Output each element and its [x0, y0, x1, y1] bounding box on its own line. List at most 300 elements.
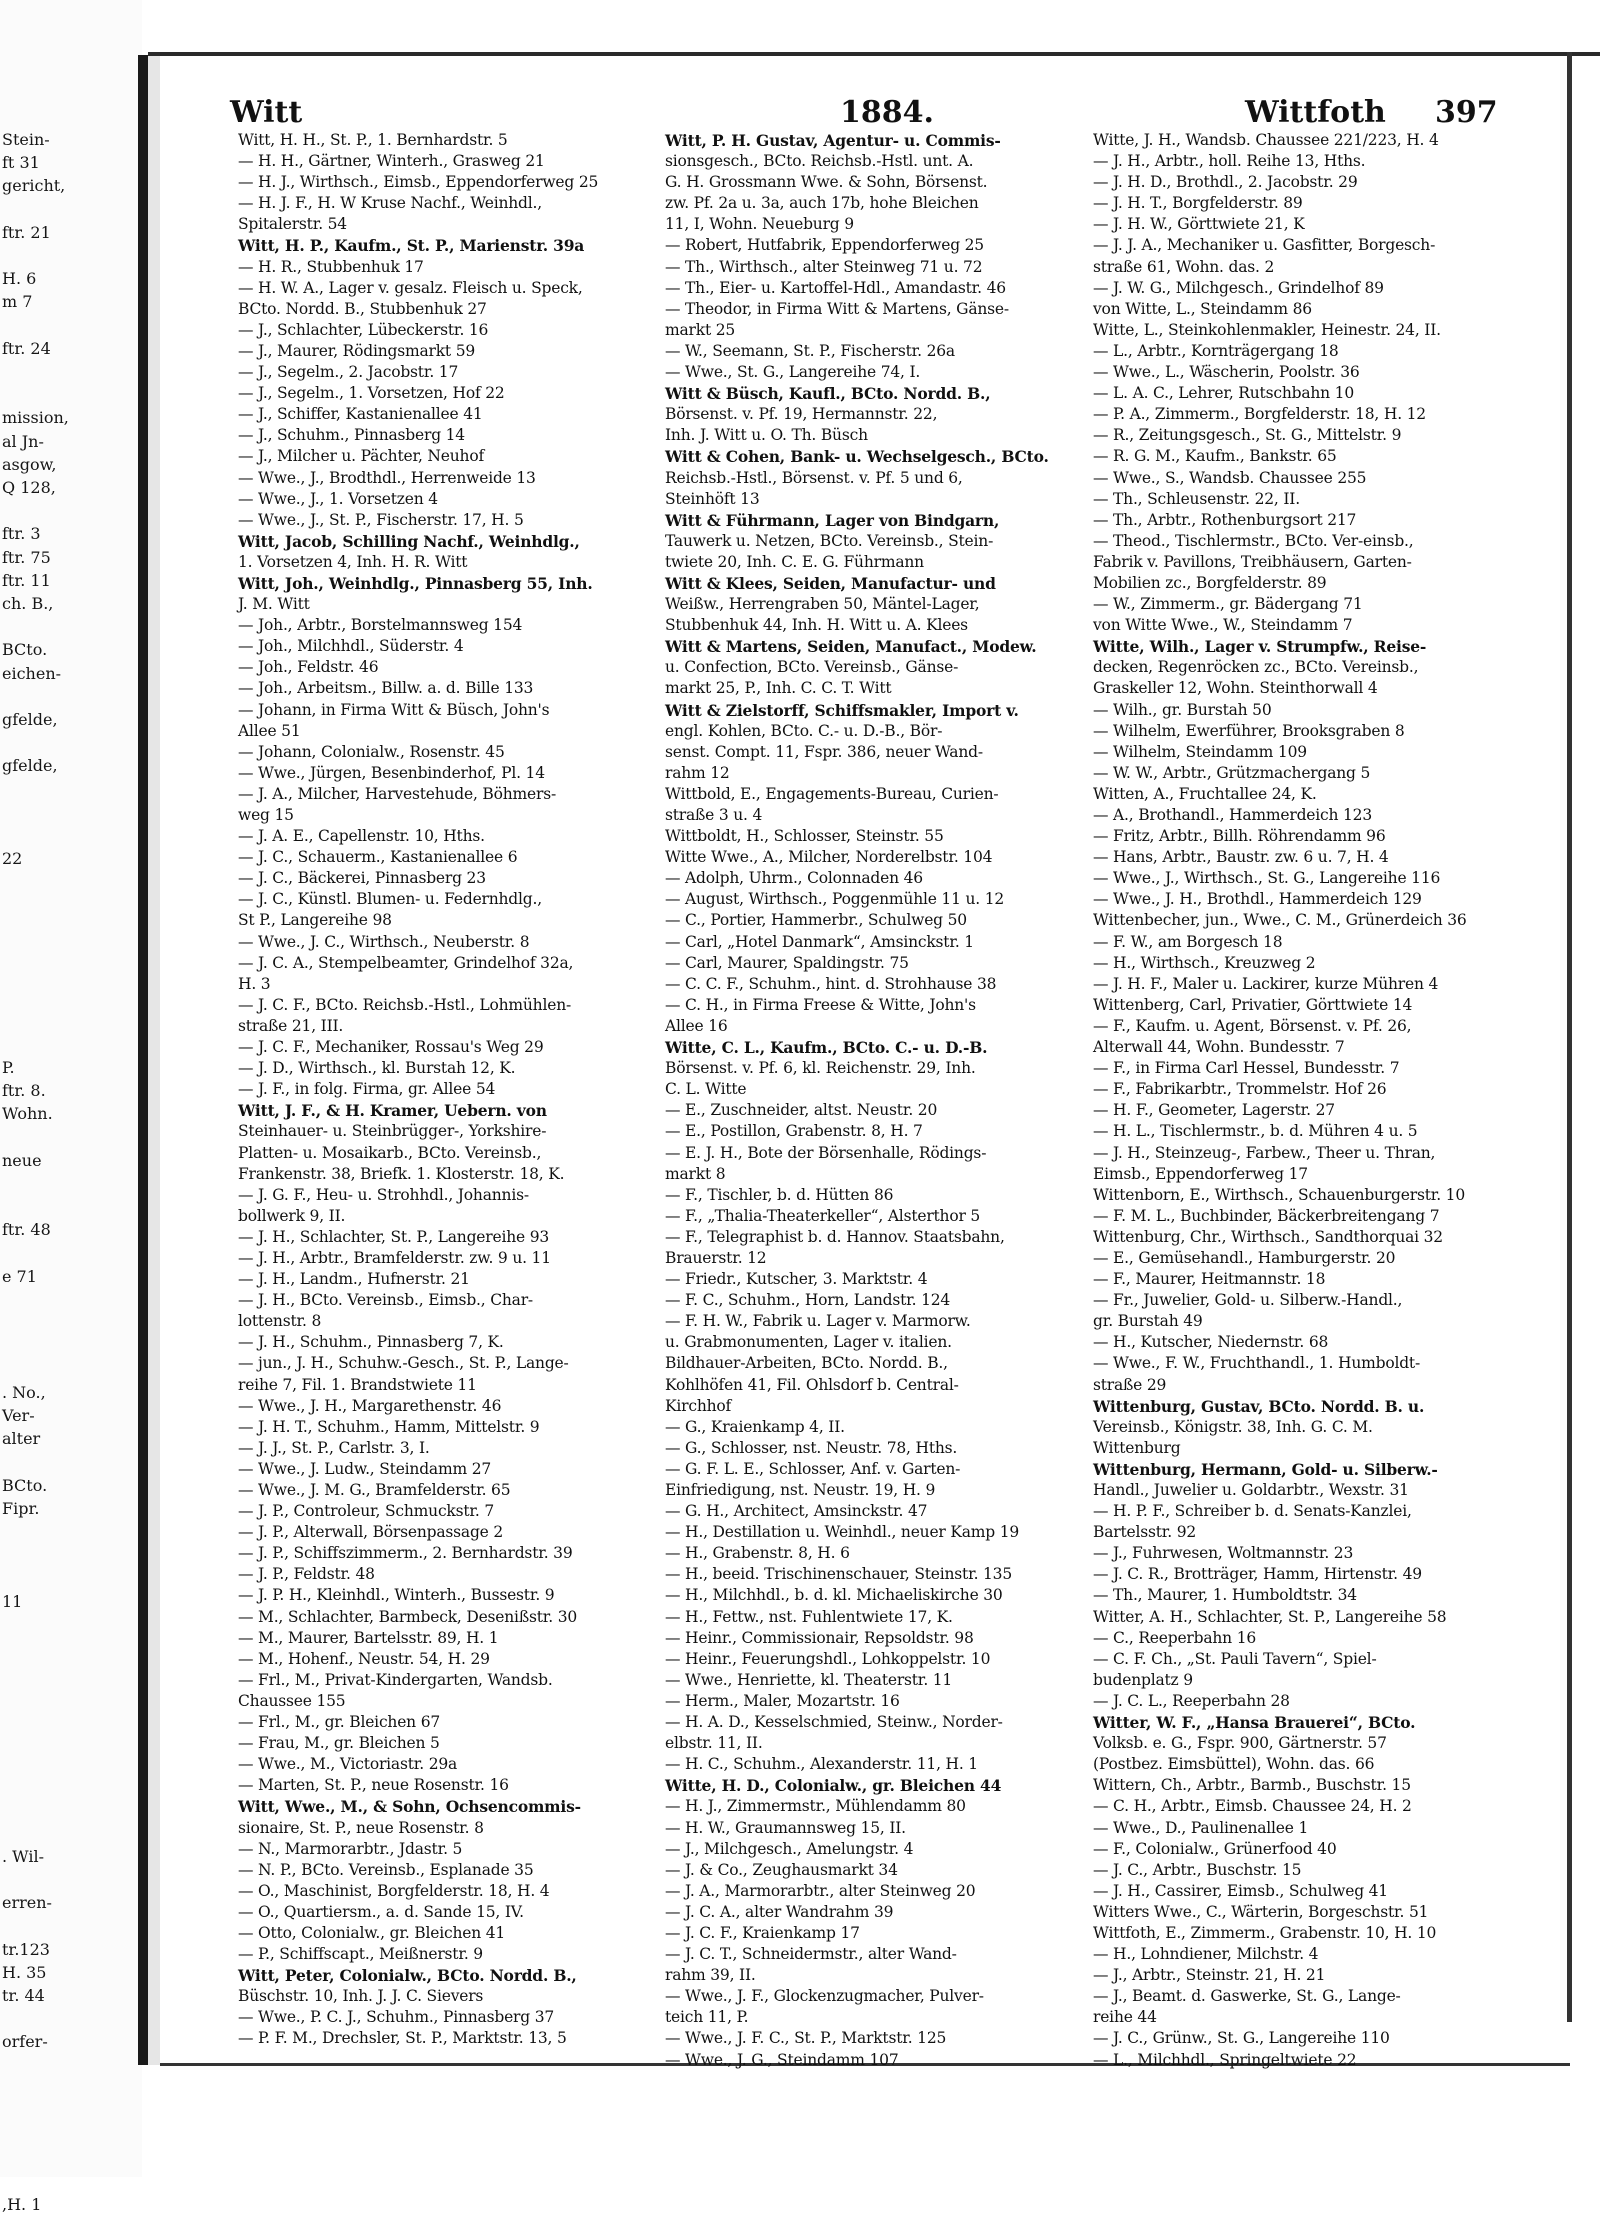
directory-entry: — H., Wirthsch., Kreuzweg 2 [1093, 953, 1316, 972]
directory-entry: markt 25, P., Inh. C. C. T. Witt [665, 679, 892, 698]
directory-entry: — F. C., Schuhm., Horn, Landstr. 124 [665, 1291, 951, 1310]
directory-entry: — jun., J. H., Schuhw.-Gesch., St. P., Lange- [238, 1354, 569, 1373]
directory-entry: Wittenborn, E., Wirthsch., Schauenburgerstr. 10 [1093, 1185, 1466, 1204]
directory-entry: Alterwall 44, Wohn. Bundesstr. 7 [1093, 1038, 1345, 1057]
directory-entry: teich 11, P. [665, 2008, 749, 2027]
directory-entry: von Witte Wwe., W., Steindamm 7 [1093, 616, 1353, 635]
directory-entry: Wittenburg, Gustav, BCto. Nordd. B. u. [1093, 1396, 1425, 1416]
directory-entry: — Wwe., J. F. C., St. P., Marktstr. 125 [665, 2029, 947, 2048]
directory-entry: Wittenberg, Carl, Privatier, Görttwiete 14 [1093, 995, 1413, 1014]
directory-entry: — W. W., Arbtr., Grützmachergang 5 [1093, 763, 1371, 782]
directory-entry: Frankenstr. 38, Briefk. 1. Klosterstr. 18, K. [238, 1164, 565, 1183]
directory-entry: H. 3 [238, 974, 271, 993]
directory-entry: — F. W., am Borgesch 18 [1093, 932, 1283, 951]
directory-column-1 [238, 130, 652, 2050]
directory-entry: — Frau, M., gr. Bleichen 5 [238, 1734, 440, 1753]
directory-entry: — Joh., Milchhdl., Süderstr. 4 [238, 637, 464, 656]
directory-entry: elbstr. 11, II. [665, 1734, 763, 1753]
directory-entry: engl. Kohlen, BCto. C.- u. D.-B., Bör- [665, 721, 943, 740]
previous-page-fragment: ftr. 8. [2, 1081, 46, 1101]
directory-entry: — Robert, Hutfabrik, Eppendorferweg 25 [665, 236, 984, 255]
previous-page-fragment: Ver- [2, 1406, 35, 1425]
directory-entry: zw. Pf. 2a u. 3a, auch 17b, hohe Bleichen [665, 194, 979, 213]
page-gutter [148, 55, 160, 2065]
directory-entry: — Marten, St. P., neue Rosenstr. 16 [238, 1776, 509, 1795]
directory-entry: Platten- u. Mosaikarb., BCto. Vereinsb., [238, 1143, 542, 1162]
directory-entry: straße 61, Wohn. das. 2 [1093, 257, 1275, 276]
previous-page-fragment: P. [2, 1058, 15, 1077]
directory-entry: Witte, H. D., Colonialw., gr. Bleichen 44 [665, 1776, 1002, 1796]
directory-entry: Mobilien zc., Borgfelderstr. 89 [1093, 573, 1327, 592]
directory-entry: — R. G. M., Kaufm., Bankstr. 65 [1093, 447, 1337, 466]
previous-page-fragment: H. 6 [2, 269, 37, 289]
directory-entry: — J. D., Wirthsch., kl. Burstah 12, K. [238, 1059, 516, 1078]
directory-entry: C. L. Witte [665, 1080, 747, 1099]
directory-entry: Fabrik v. Pavillons, Treibhäusern, Garten- [1093, 552, 1412, 571]
previous-page-fragment: neue [2, 1150, 42, 1170]
directory-entry: J. M. Witt [238, 595, 310, 614]
previous-page-fragment: gfelde, [2, 710, 58, 729]
directory-entry: Witt, Wwe., M., & Sohn, Ochsencommis- [238, 1797, 581, 1817]
directory-entry: — J. P., Feldstr. 48 [238, 1565, 375, 1584]
directory-entry: — J. C., Arbtr., Buschstr. 15 [1093, 1860, 1302, 1879]
directory-entry: — Wwe., J., Brodthdl., Herrenweide 13 [238, 468, 536, 487]
directory-entry: straße 21, III. [238, 1016, 344, 1035]
directory-entry: gr. Burstah 49 [1093, 1312, 1203, 1331]
directory-entry: Witt & Zielstorff, Schiffsmakler, Import v. [665, 700, 1019, 720]
directory-entry: — Wwe., J. M. G., Bramfelderstr. 65 [238, 1481, 511, 1499]
previous-page-fragment: ftr. 11 [2, 570, 51, 590]
previous-page-fragment: 11 [2, 1591, 23, 1611]
directory-entry: Weißw., Herrengraben 50, Mäntel-Lager, [665, 595, 980, 614]
directory-entry: — J. H., Arbtr., holl. Reihe 13, Hths. [1093, 152, 1366, 171]
directory-entry: — W., Zimmerm., gr. Bädergang 71 [1093, 595, 1363, 614]
directory-entry: — J. P. H., Kleinhdl., Winterh., Bussestr. 9 [238, 1586, 555, 1605]
previous-page-fragment: erren- [2, 1893, 52, 1913]
directory-entry: Wittbold, E., Engagements-Bureau, Curien- [665, 784, 999, 803]
directory-entry: — J. F., in folg. Firma, gr. Allee 54 [238, 1080, 496, 1099]
directory-entry: — Wilhelm, Steindamm 109 [1093, 742, 1307, 761]
directory-entry: Brauerstr. 12 [665, 1248, 767, 1267]
directory-entry: — J. W. G., Milchgesch., Grindelhof 89 [1093, 278, 1384, 297]
directory-entry: — J., Milcher u. Pächter, Neuhof [238, 447, 484, 466]
page-header [230, 95, 1560, 135]
previous-page-fragment: ftr. 24 [2, 338, 51, 358]
previous-page-fragment: Wohn. [2, 1104, 53, 1124]
directory-entry: — J., Milchgesch., Amelungstr. 4 [665, 1839, 914, 1858]
directory-entry: — Joh., Feldstr. 46 [238, 658, 379, 677]
directory-entry: — H. J., Zimmermstr., Mühlendamm 80 [665, 1797, 966, 1816]
directory-entry: — Th., Maurer, 1. Humboldtstr. 34 [1093, 1586, 1357, 1605]
previous-page-fragment: al Jn- [2, 431, 44, 451]
directory-entry: bollwerk 9, II. [238, 1206, 346, 1225]
directory-entry: — Johann, Colonialw., Rosenstr. 45 [238, 742, 505, 761]
directory-entry: — Wwe., S., Wandsb. Chaussee 255 [1093, 468, 1367, 487]
directory-entry: — Wwe., J. C., Wirthsch., Neuberstr. 8 [238, 932, 530, 951]
directory-entry: — J. C. R., Brotträger, Hamm, Hirtenstr. 49 [1093, 1565, 1422, 1584]
directory-entry: markt 8 [665, 1164, 726, 1183]
directory-entry: — J. C., Grünw., St. G., Langereihe 110 [1093, 2029, 1390, 2048]
directory-entry: — R., Zeitungsgesch., St. G., Mittelstr. 9 [1093, 426, 1402, 445]
directory-entry: — Fr., Juwelier, Gold- u. Silberw.-Handl., [1093, 1291, 1403, 1310]
directory-entry: — O., Quartiersm., a. d. Sande 15, IV. [238, 1902, 524, 1921]
directory-entry: Witt, H. H., St. P., 1. Bernhardstr. 5 [238, 131, 508, 149]
directory-entry: — J. H., Schlachter, St. P., Langereihe 93 [238, 1227, 550, 1246]
directory-entry: Wittenburg [1093, 1438, 1181, 1457]
previous-page-fragment: ch. B., [2, 594, 54, 613]
directory-entry: Allee 51 [238, 721, 301, 740]
directory-entry: — Wwe., L., Wäscherin, Poolstr. 36 [1093, 363, 1360, 382]
directory-entry: Witt, Jacob, Schilling Nachf., Weinhdlg., [238, 531, 580, 551]
directory-entry: Steinhauer- u. Steinbrügger-, Yorkshire- [238, 1122, 547, 1141]
directory-entry: — M., Schlachter, Barmbeck, Desenißstr. 30 [238, 1607, 578, 1626]
directory-entry: Wittern, Ch., Arbtr., Barmb., Buschstr. 15 [1093, 1776, 1411, 1795]
directory-entry: u. Grabmonumenten, Lager v. italien. [665, 1333, 952, 1352]
directory-entry: Chaussee 155 [238, 1691, 346, 1710]
previous-page-fragment: ,H. 1 [2, 2194, 42, 2214]
directory-entry: — W., Seemann, St. P., Fischerstr. 26a [665, 341, 955, 360]
directory-entry: — Theodor, in Firma Witt & Martens, Gänse- [665, 299, 1009, 318]
directory-entry: — J. H., Schuhm., Pinnasberg 7, K. [238, 1333, 504, 1352]
directory-entry: — J. J., St. P., Carlstr. 3, I. [238, 1438, 430, 1457]
directory-entry: Reichsb.-Hstl., Börsenst. v. Pf. 5 und 6, [665, 468, 963, 487]
directory-entry: — H. L., Tischlermstr., b. d. Mühren 4 u. 5 [1093, 1122, 1418, 1141]
directory-entry: Witters Wwe., C., Wärterin, Borgeschstr. 51 [1093, 1902, 1429, 1921]
directory-entry: Witte, J. H., Wandsb. Chaussee 221/223, H. 4 [1093, 131, 1439, 149]
directory-entry: — J. A. E., Capellenstr. 10, Hths. [238, 827, 485, 846]
directory-entry: — P., Schiffscapt., Meißnerstr. 9 [238, 1945, 483, 1964]
directory-entry: — E. J. H., Bote der Börsenhalle, Rödings- [665, 1143, 987, 1162]
directory-entry: Handl., Juwelier u. Goldarbtr., Wexstr. 31 [1093, 1481, 1409, 1499]
directory-entry: — Frl., M., gr. Bleichen 67 [238, 1713, 441, 1732]
directory-entry: — Hans, Arbtr., Baustr. zw. 6 u. 7, H. 4 [1093, 848, 1389, 867]
directory-entry: — Wwe., P. C. J., Schuhm., Pinnasberg 37 [238, 2008, 555, 2027]
directory-entry: — C., Reeperbahn 16 [1093, 1628, 1257, 1647]
directory-entry: — Friedr., Kutscher, 3. Marktstr. 4 [665, 1270, 928, 1289]
previous-page-fragment: orfer- [2, 2032, 48, 2052]
directory-entry: — Wwe., J., Wirthsch., St. G., Langereihe 116 [1093, 869, 1441, 888]
previous-page-edge [0, 0, 142, 2214]
previous-page-fragment: gfelde, [2, 756, 58, 776]
directory-entry: Witten, A., Fruchtallee 24, K. [1093, 784, 1317, 803]
directory-entry: von Witte, L., Steindamm 86 [1093, 299, 1312, 318]
directory-entry: — J. C. F., Mechaniker, Rossau's Weg 29 [238, 1038, 544, 1057]
directory-entry: — H., Milchhdl., b. d. kl. Michaeliskirche 30 [665, 1586, 1003, 1605]
directory-entry: — J. H., Landm., Hufnerstr. 21 [238, 1270, 470, 1289]
directory-entry: — H., Grabenstr. 8, H. 6 [665, 1544, 850, 1563]
directory-entry: — Wwe., J. F., Glockenzugmacher, Pulver- [665, 1987, 984, 2006]
directory-entry: — Herm., Maler, Mozartstr. 16 [665, 1691, 900, 1710]
directory-entry: — H. F., Geometer, Lagerstr. 27 [1093, 1101, 1335, 1120]
directory-entry: — J. C. T., Schneidermstr., alter Wand- [665, 1945, 957, 1964]
directory-entry: — J. C., Künstl. Blumen- u. Federnhdlg., [238, 890, 542, 909]
previous-page-fragment: H. 35 [2, 1962, 47, 1982]
directory-entry: Eimsb., Eppendorferweg 17 [1093, 1164, 1308, 1183]
directory-entry: Graskeller 12, Wohn. Steinthorwall 4 [1093, 679, 1378, 698]
directory-entry: Steinhöft 13 [665, 489, 760, 508]
directory-entry: — Fritz, Arbtr., Billh. Röhrendamm 96 [1093, 827, 1386, 846]
directory-entry: — J. J. A., Mechaniker u. Gasfitter, Borgesch- [1093, 236, 1436, 255]
previous-page-fragment: BCto. [2, 1475, 48, 1495]
directory-entry: senst. Compt. 11, Fspr. 386, neuer Wand- [665, 742, 983, 761]
previous-page-fragment: Q 128, [2, 478, 56, 497]
directory-entry: — C. H., Arbtr., Eimsb. Chaussee 24, H. 2 [1093, 1797, 1412, 1816]
previous-page-fragment: mission, [2, 408, 69, 428]
directory-entry: 1. Vorsetzen 4, Inh. H. R. Witt [238, 552, 468, 571]
directory-entry: — J., Fuhrwesen, Woltmannstr. 23 [1093, 1544, 1354, 1563]
directory-entry: — H. P. F., Schreiber b. d. Senats-Kanzlei, [1093, 1502, 1412, 1521]
directory-entry: Wittfoth, E., Zimmerm., Grabenstr. 10, H. 10 [1093, 1923, 1437, 1942]
directory-entry: — Wilh., gr. Burstah 50 [1093, 700, 1272, 719]
directory-entry: Witte Wwe., A., Milcher, Norderelbstr. 104 [665, 848, 993, 867]
directory-entry: — M., Maurer, Bartelsstr. 89, H. 1 [238, 1628, 499, 1647]
directory-entry: — J. C. A., alter Wandrahm 39 [665, 1902, 894, 1921]
directory-entry: — Wwe., Jürgen, Besenbinderhof, Pl. 14 [238, 763, 545, 782]
directory-entry: — P. F. M., Drechsler, St. P., Marktstr. 13, 5 [238, 2029, 567, 2048]
directory-entry: — J., Schiffer, Kastanienallee 41 [238, 405, 483, 424]
directory-entry: rahm 39, II. [665, 1966, 756, 1985]
directory-entry: — N. P., BCto. Vereinsb., Esplanade 35 [238, 1860, 534, 1879]
directory-entry: Stubbenhuk 44, Inh. H. Witt u. A. Klees [665, 616, 968, 635]
directory-entry: — L., Arbtr., Kornträgergang 18 [1093, 341, 1339, 360]
directory-entry: markt 25 [665, 320, 736, 339]
directory-entry: — J. P., Schiffszimmerm., 2. Bernhardstr. 39 [238, 1544, 573, 1563]
directory-entry: Volksb. e. G., Fspr. 900, Gärtnerstr. 57 [1093, 1734, 1387, 1753]
directory-entry: — H., Lohndiener, Milchstr. 4 [1093, 1945, 1319, 1964]
directory-entry: — P. A., Zimmerm., Borgfelderstr. 18, H. 12 [1093, 405, 1426, 424]
directory-entry: — H. A. D., Kesselschmied, Steinw., Norder- [665, 1713, 1003, 1732]
directory-column-3 [1093, 130, 1523, 2069]
previous-page-fragment: m 7 [2, 292, 33, 312]
directory-entry: — F. H. W., Fabrik u. Lager v. Marmorw. [665, 1312, 971, 1331]
directory-entry: — H. J., Wirthsch., Eimsb., Eppendorferweg 25 [238, 173, 599, 192]
directory-entry: — F., Colonialw., Grünerfood 40 [1093, 1839, 1337, 1858]
directory-entry: — J. P., Alterwall, Börsenpassage 2 [238, 1523, 504, 1542]
previous-page-fragment: Fipr. [2, 1498, 40, 1518]
directory-entry: — J. C. F., Kraienkamp 17 [665, 1923, 860, 1942]
directory-entry: — Heinr., Feuerungshdl., Lohkoppelstr. 10 [665, 1649, 991, 1668]
header-last-entry: Wittfoth [1245, 95, 1386, 130]
directory-entry: — Wwe., J. H., Margarethenstr. 46 [238, 1396, 502, 1415]
directory-entry: Witt & Büsch, Kaufl., BCto. Nordd. B., [665, 384, 991, 404]
directory-entry: — J. H., Cassirer, Eimsb., Schulweg 41 [1093, 1881, 1388, 1900]
directory-entry: — J. H., BCto. Vereinsb., Eimsb., Char- [238, 1291, 533, 1310]
directory-entry: — Wwe., M., Victoriastr. 29a [238, 1755, 458, 1774]
previous-page-fragment: e 71 [2, 1266, 37, 1286]
directory-entry: — C. C. F., Schuhm., hint. d. Strohhause 38 [665, 974, 997, 993]
directory-entry: BCto. Nordd. B., Stubbenhuk 27 [238, 299, 487, 318]
directory-entry: — H., Destillation u. Weinhdl., neuer Kamp 19 [665, 1523, 1020, 1542]
directory-entry: — Wwe., Henriette, kl. Theaterstr. 11 [665, 1670, 953, 1689]
directory-entry: — Wwe., D., Paulinenallee 1 [1093, 1818, 1309, 1837]
directory-entry: — J., Segelm., 2. Jacobstr. 17 [238, 363, 459, 382]
directory-entry: — C., Portier, Hammerbr., Schulweg 50 [665, 911, 967, 930]
directory-entry: — C. F. Ch., „St. Pauli Tavern“, Spiel- [1093, 1649, 1377, 1668]
directory-entry: Vereinsb., Königstr. 38, Inh. G. C. M. [1093, 1417, 1373, 1436]
directory-entry: Kirchhof [665, 1396, 732, 1415]
directory-entry: — Th., Eier- u. Kartoffel-Hdl., Amandastr. 46 [665, 278, 1006, 297]
directory-entry: Witt, Joh., Weinhdlg., Pinnasberg 55, Inh. [238, 573, 593, 593]
directory-entry: Witt & Führmann, Lager von Bindgarn, [665, 510, 1000, 530]
directory-entry: Büschstr. 10, Inh. J. J. C. Sievers [238, 1987, 484, 2006]
directory-entry: — G., Kraienkamp 4, II. [665, 1417, 845, 1436]
directory-entry: — Joh., Arbeitsm., Billw. a. d. Bille 133 [238, 679, 534, 698]
directory-entry: — H. J. F., H. W Kruse Nachf., Weinhdl., [238, 194, 542, 213]
directory-entry: lottenstr. 8 [238, 1312, 322, 1331]
page-right-edge [1567, 52, 1572, 2022]
directory-entry: — J. H. F., Maler u. Lackirer, kurze Mühren 4 [1093, 974, 1439, 993]
directory-entry: Witt, P. H. Gustav, Agentur- u. Commis- [665, 131, 1001, 150]
directory-entry: — J., Beamt. d. Gaswerke, St. G., Lange- [1093, 1987, 1401, 2006]
previous-page-fragment: ftr. 75 [2, 547, 51, 567]
directory-entry: Witter, W. F., „Hansa Brauerei“, BCto. [1093, 1713, 1416, 1733]
directory-entry: — J. C., Schauerm., Kastanienallee 6 [238, 848, 518, 867]
directory-entry: — J. C. A., Stempelbeamter, Grindelhof 32a, [238, 953, 574, 972]
directory-entry: St P., Langereihe 98 [238, 911, 392, 930]
directory-entry: — J., Schlachter, Lübeckerstr. 16 [238, 320, 489, 339]
directory-entry: reihe 44 [1093, 2008, 1157, 2027]
directory-entry: — F., in Firma Carl Hessel, Bundesstr. 7 [1093, 1059, 1400, 1078]
directory-entry: decken, Regenröcken zc., BCto. Vereinsb., [1093, 658, 1419, 677]
directory-entry: — F., „Thalia-Theaterkeller“, Alsterthor 5 [665, 1206, 981, 1225]
directory-entry: — E., Gemüsehandl., Hamburgerstr. 20 [1093, 1248, 1396, 1267]
directory-entry: — G. F. L. E., Schlosser, Anf. v. Garten- [665, 1459, 961, 1478]
directory-entry: — Frl., M., Privat-Kindergarten, Wandsb. [238, 1670, 553, 1689]
directory-entry: — H., Fettw., nst. Fuhlentwiete 17, K. [665, 1607, 953, 1626]
directory-entry: — J. & Co., Zeughausmarkt 34 [665, 1860, 898, 1879]
directory-entry: Börsenst. v. Pf. 19, Hermannstr. 22, [665, 405, 938, 424]
directory-entry: — Carl, „Hotel Danmark“, Amsinckstr. 1 [665, 932, 974, 951]
directory-entry: — J., Maurer, Rödingsmarkt 59 [238, 341, 476, 360]
directory-entry: G. H. Grossmann Wwe. & Sohn, Börsenst. [665, 173, 988, 192]
directory-entry: Bildhauer-Arbeiten, BCto. Nordd. B., [665, 1354, 948, 1373]
directory-entry: sionsgesch., BCto. Reichsb.-Hstl. unt. A. [665, 152, 974, 171]
directory-entry: — Wwe., F. W., Fruchthandl., 1. Humboldt- [1093, 1354, 1420, 1373]
directory-entry: — J., Segelm., 1. Vorsetzen, Hof 22 [238, 384, 505, 403]
directory-entry: Witt & Martens, Seiden, Manufact., Modew. [665, 637, 1037, 657]
directory-entry: 11, I, Wohn. Neueburg 9 [665, 215, 854, 234]
directory-entry: sionaire, St. P., neue Rosenstr. 8 [238, 1818, 484, 1837]
directory-entry: Einfriedigung, nst. Neustr. 19, H. 9 [665, 1481, 936, 1499]
directory-entry: — Wwe., J. H., Brothdl., Hammerdeich 129 [1093, 890, 1422, 909]
directory-entry: — M., Hohenf., Neustr. 54, H. 29 [238, 1649, 490, 1668]
directory-entry: Wittboldt, H., Schlosser, Steinstr. 55 [665, 827, 944, 846]
directory-entry: — E., Postillon, Grabenstr. 8, H. 7 [665, 1122, 923, 1141]
directory-entry: — H. H., Gärtner, Winterh., Grasweg 21 [238, 152, 545, 171]
directory-entry: Witt, Peter, Colonialw., BCto. Nordd. B., [238, 1966, 577, 1986]
directory-entry: — J. H. D., Brothdl., 2. Jacobstr. 29 [1093, 173, 1358, 192]
directory-entry: — Wwe., J. G., Steindamm 107 [665, 2050, 899, 2069]
directory-entry: — Th., Wirthsch., alter Steinweg 71 u. 72 [665, 257, 983, 276]
directory-entry: — J. H. T., Schuhm., Hamm, Mittelstr. 9 [238, 1417, 540, 1436]
directory-entry: Witte, L., Steinkohlenmakler, Heinestr. 24, II. [1093, 320, 1441, 339]
previous-page-fragment: ftr. 21 [2, 222, 51, 242]
previous-page-fragment: 22 [2, 849, 23, 869]
directory-entry: — Heinr., Commissionair, Repsoldstr. 98 [665, 1628, 974, 1647]
directory-entry: u. Confection, BCto. Vereinsb., Gänse- [665, 658, 959, 677]
directory-entry: Wittenburg, Hermann, Gold- u. Silberw.- [1093, 1459, 1438, 1479]
directory-entry: — J. G. F., Heu- u. Strohhdl., Johannis- [238, 1185, 529, 1204]
directory-entry: — H. C., Schuhm., Alexanderstr. 11, H. 1 [665, 1755, 978, 1774]
directory-entry: — Carl, Maurer, Spaldingstr. 75 [665, 953, 909, 972]
directory-column-2 [665, 130, 1095, 2069]
previous-page-fragment: tr.123 [2, 1939, 50, 1959]
previous-page-fragment: gericht, [2, 176, 66, 196]
directory-entry: — Theod., Tischlermstr., BCto. Ver-einsb., [1093, 531, 1414, 550]
directory-entry: — H., beeid. Trischinenschauer, Steinstr. 135 [665, 1565, 1013, 1584]
directory-entry: weg 15 [238, 806, 294, 824]
header-year: 1884. [840, 95, 934, 130]
directory-entry: — A., Brothandl., Hammerdeich 123 [1093, 806, 1372, 824]
directory-entry: — Joh., Arbtr., Borstelmannsweg 154 [238, 616, 523, 635]
directory-entry: — F. M. L., Buchbinder, Bäckerbreitengang 7 [1093, 1206, 1440, 1225]
directory-entry: — J. C., Bäckerei, Pinnasberg 23 [238, 869, 486, 888]
directory-entry: — J. A., Milcher, Harvestehude, Böhmers- [238, 784, 556, 803]
directory-entry: — Th., Arbtr., Rothenburgsort 217 [1093, 510, 1357, 529]
directory-entry: — August, Wirthsch., Poggenmühle 11 u. 12 [665, 890, 1005, 909]
directory-entry: — Johann, in Firma Witt & Büsch, John's [238, 700, 550, 719]
directory-entry: — J. H. W., Görttwiete 21, K [1093, 215, 1305, 234]
directory-entry: — F., Tischler, b. d. Hütten 86 [665, 1185, 894, 1204]
directory-entry: Spitalerstr. 54 [238, 215, 347, 234]
previous-page-fragment: eichen- [2, 663, 62, 683]
directory-entry: — J. C. L., Reeperbahn 28 [1093, 1691, 1290, 1710]
directory-entry: — J. C. F., BCto. Reichsb.-Hstl., Lohmühlen- [238, 995, 572, 1014]
directory-entry: Tauwerk u. Netzen, BCto. Vereinsb., Stein- [665, 531, 994, 550]
directory-entry: Inh. J. Witt u. O. Th. Büsch [665, 426, 868, 445]
directory-entry: Witter, A. H., Schlachter, St. P., Langereihe 58 [1093, 1607, 1447, 1626]
directory-entry: Witt, H. P., Kaufm., St. P., Marienstr. 39a [238, 236, 585, 256]
directory-entry: — H. W. A., Lager v. gesalz. Fleisch u. Speck, [238, 278, 583, 297]
directory-entry: — F., Fabrikarbtr., Trommelstr. Hof 26 [1093, 1080, 1387, 1099]
header-first-entry: Witt [230, 95, 303, 130]
directory-entry: Bartelsstr. 92 [1093, 1523, 1197, 1542]
directory-entry: straße 3 u. 4 [665, 806, 763, 824]
directory-entry: — H. W., Graumannsweg 15, II. [665, 1818, 906, 1837]
directory-entry: budenplatz 9 [1093, 1670, 1193, 1689]
directory-entry: — Wwe., J. Ludw., Steindamm 27 [238, 1459, 492, 1478]
directory-entry: — Wwe., J., 1. Vorsetzen 4 [238, 489, 438, 508]
directory-entry: — J. P., Controleur, Schmuckstr. 7 [238, 1502, 495, 1521]
directory-entry: reihe 7, Fil. 1. Brandstwiete 11 [238, 1375, 477, 1394]
directory-entry: Wittenburg, Chr., Wirthsch., Sandthorquai 32 [1093, 1227, 1443, 1246]
directory-entry: — Th., Schleusenstr. 22, II. [1093, 489, 1300, 508]
directory-entry: — Wilhelm, Ewerführer, Brooksgraben 8 [1093, 721, 1405, 740]
previous-page-fragment: . Wil- [2, 1846, 44, 1866]
directory-entry: — J. H. T., Borgfelderstr. 89 [1093, 194, 1303, 213]
previous-page-fragment: BCto. [2, 640, 48, 660]
directory-entry: — F., Maurer, Heitmannstr. 18 [1093, 1270, 1326, 1289]
directory-entry: Witt & Klees, Seiden, Manufactur- und [665, 573, 996, 593]
previous-page-fragment: ft 31 [2, 153, 40, 173]
directory-entry: — H., Kutscher, Niedernstr. 68 [1093, 1333, 1329, 1352]
previous-page-fragment: alter [2, 1429, 41, 1449]
previous-page-fragment: Stein- [2, 130, 50, 149]
directory-entry: Witte, Wilh., Lager v. Strumpfw., Reise- [1093, 637, 1427, 657]
directory-entry: Allee 16 [665, 1016, 728, 1035]
directory-entry: — F., Kaufm. u. Agent, Börsenst. v. Pf. 26, [1093, 1016, 1412, 1035]
directory-entry: Witt, J. F., & H. Kramer, Uebern. von [238, 1101, 547, 1121]
directory-entry: Witt & Cohen, Bank- u. Wechselgesch., BCto. [665, 447, 1049, 467]
directory-entry: Witte, C. L., Kaufm., BCto. C.- u. D.-B. [665, 1038, 988, 1058]
previous-page-fragment: tr. 44 [2, 1986, 45, 2005]
page-number: 397 [1435, 95, 1498, 130]
directory-entry: — F., Telegraphist b. d. Hannov. Staatsbahn, [665, 1227, 1005, 1246]
directory-entry: — J., Schuhm., Pinnasberg 14 [238, 426, 465, 445]
directory-entry: — N., Marmorarbtr., Jdastr. 5 [238, 1839, 463, 1858]
previous-page-fragment: ftr. 48 [2, 1220, 51, 1240]
previous-page-fragment: ftr. 3 [2, 524, 41, 544]
